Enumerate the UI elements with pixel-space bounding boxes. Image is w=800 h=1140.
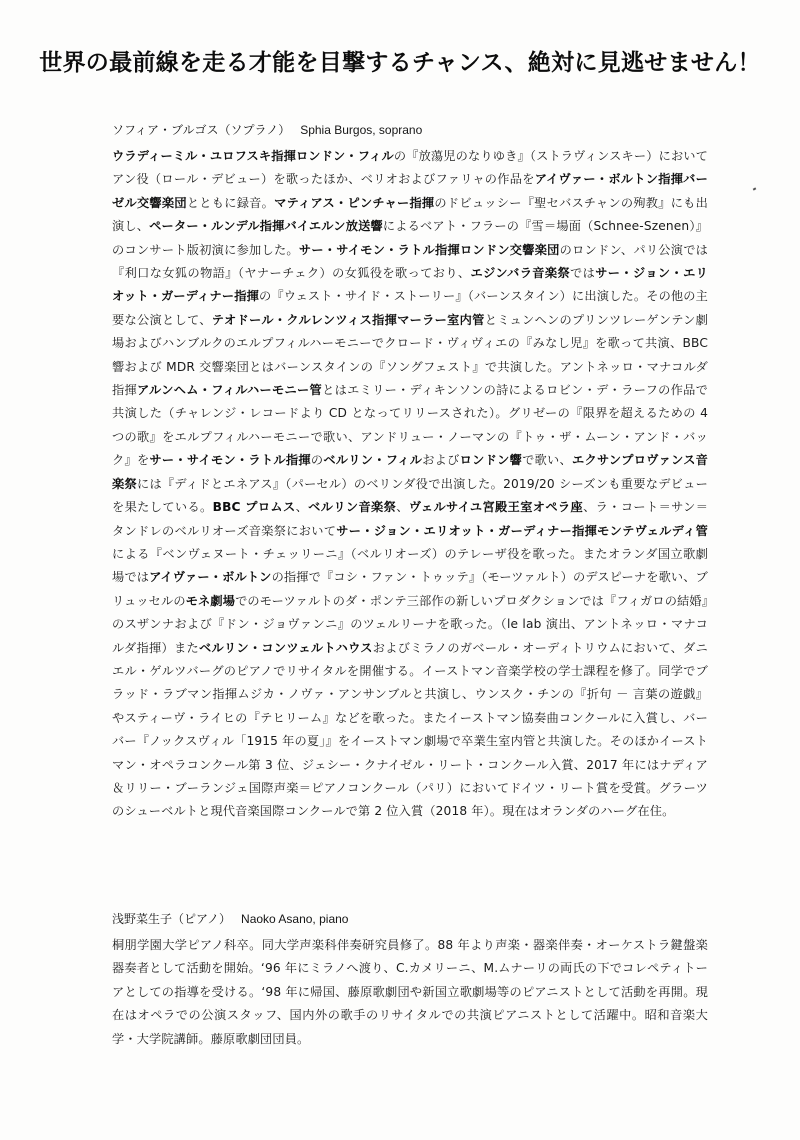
pianist-name-en: Naoko Asano, piano [241, 912, 349, 926]
text-run: には『ディドとエネアス』（パーセル）のベリンダ役で出演した。2019/20 シーズンも重要なデビューを果たしている。 [112, 476, 708, 515]
bold-run: エクサンプロヴァンス音楽祭 [112, 453, 709, 491]
bold-run: ベルリン・フィル [323, 453, 423, 468]
soprano-bio [112, 120, 708, 824]
text-run: のロンドン、パリ公演では『利口な女狐の物語』（ヤナーチェク）の女狐役を歌っており、 [112, 242, 708, 281]
bold-run: ベルリン音楽祭 [308, 500, 397, 515]
text-run: のドビュッシー『聖セバスチャンの殉教』にも出演し、 [112, 195, 708, 234]
pianist-name-ja: 浅野菜生子（ピアノ） [112, 912, 232, 926]
bold-run: アイヴァー・ボルトン指揮バーゼル交響楽団 [112, 172, 708, 210]
pianist-bio-text [112, 934, 708, 1051]
text-run: では [570, 266, 596, 281]
text-run: とはエミリー・ディキンソンの詩によるロビン・デ・ラーフの作品で共演した（チャレンジ・レコードより CD となってリリースされた）。グリゼーの『限界を超えるための 4 つの歌』をエルプフィルハーモニーで歌い、アンドリュー・ノーマンの『トゥ・ザ・ムーン・アンド・バック』を [112, 383, 708, 468]
text-run: の [310, 453, 324, 468]
bold-run: サー・ジョン・エリオット・ガーディナー指揮 [112, 266, 708, 304]
text-run: およびミラノのガベール・オーディトリウムにおいて、ダニエル・ゲルツバーグのピアノでリサイタルを開催する。イーストマン音楽学校の学士課程を修了。同学でブラッド・ラブマン指揮ムジカ・ノヴァ・アンサンブルと共演し、ウンスク・チンの『折句 － 言葉の遊戯』やスティーヴ・ライヒの『テヒリーム』などを歌った。またイーストマン協奏曲コンクールに入賞し、バーバー『ノックスヴィル「1915 年の夏」』をイーストマン劇場で卒業生室内管と共演した。そのほかイーストマン・オペラコンクール第 3 位、ジェシー・クナイゼル・リート・コンクール入賞、2017 年にはナディア＆リリー・ブーランジェ国際声楽＝ピアノコンクール（パリ）においてドイツ・リート賞を受賞。グラーツのシューベルトと現代音楽国際コンクールで第 2 位入賞（2018 年）。現在はオランダのハーグ在住。 [112, 640, 708, 819]
bold-run: ヴェルサイユ宮殿王室オペラ座 [408, 500, 584, 515]
bold-run: テオドール・クルレンツィス指揮マーラー室内管 [211, 312, 485, 327]
text-run: 、 [396, 500, 409, 515]
text-run: の指揮で『コシ・ファン・トゥッテ』（モーツァルト）のデスピーナを歌い、ブリュッセルの [112, 570, 709, 608]
text-run: 、ラ・コート＝サン＝タンドレのベルリオーズ音楽祭において [112, 500, 709, 538]
bold-run: ウラディーミル・ユロフスキ指揮ロンドン・フィル [112, 149, 394, 163]
text-run: でのモーツァルトのダ・ポンテ三部作の新しいプロダクションでは『フィガロの結婚』のスザンナおよび『ドン・ジョヴァンニ』のツェルリーナを歌った。（le lab 演出、アントネッロ・マナコルダ指揮）また [112, 593, 708, 655]
soprano-name-en: Sphia Burgos, soprano [300, 123, 423, 137]
bold-run: アルンヘム・フィルハーモニー管 [137, 383, 323, 398]
text-run: とミュンヘンのプリンツレーゲンテン劇場およびハンブルクのエルプフィルハーモニーでクロード・ヴィヴィエの『みなし児』を歌って共演、BBC 響および MDR 交響楽団とはバーンスタインの『ソングフェスト』で共演した。アントネッロ・マナコルダ指揮 [112, 312, 708, 398]
text-run: によるベアト・フラーの『雪＝場面（Schnee-Szenen）』のコンサート版初演に参加した。 [112, 219, 708, 257]
bold-run: ペーター・ルンデル指揮バイエルン放送響 [149, 219, 383, 234]
text-run: 桐朋学園大学ピアノ科卒。同大学声楽科伴奏研究員修了。88 年より声楽・器楽伴奏・オーケストラ鍵盤楽器奏者として活動を開始。‘96 年にミラノへ渡り、C.カメリーニ、M.ムナーリの両氏の下でコレペティトーアとしての指導を受ける。‘98 年に帰国、藤原歌劇団や新国立歌劇場等のピアニストとして活動を再開。現在はオペラでの公演スタッフ、国内外の歌手のリサイタルでの共演ピアニストとして活躍中。昭和音楽大学・大学院講師。藤原歌劇団団員。 [112, 938, 708, 1046]
soprano-bio-text [112, 145, 708, 824]
text-run: の『ウェスト・サイド・ストーリー』（バーンスタイン）に出演した。その他の主要な公演として、 [112, 289, 708, 327]
pianist-name [112, 909, 708, 930]
pianist-bio [112, 909, 708, 1051]
soprano-name [112, 120, 708, 141]
bold-run: BBC プロムス [212, 500, 296, 515]
text-run: 、 [295, 500, 309, 515]
bold-run: ベルリン・コンツェルトハウス [198, 640, 373, 655]
text-run: および [422, 453, 460, 468]
bold-run: アイヴァー・ボルトン [149, 570, 272, 585]
bold-run: サー・サイモン・ラトル指揮ロンドン交響楽団 [298, 242, 560, 257]
bold-run: マティアス・ピンチャー指揮 [274, 195, 435, 210]
bold-run: エジンバラ音楽祭 [470, 266, 571, 281]
bold-run: モネ劇場 [185, 593, 236, 608]
bold-run: サー・ジョン・エリオット・ガーディナー指揮モンテヴェルディ管 [336, 523, 709, 538]
soprano-name-ja: ソフィア・ブルゴス（ソプラノ） [112, 123, 291, 137]
text-run: の『放蕩児のなりゆき』（ストラヴィンスキー）においてアン役（ロール・デビュー）を歌ったほか、ベリオおよびファリャの作品を [112, 149, 709, 187]
text-run: による『ベンヴェヌート・チェッリーニ』（ベルリオーズ）のテレーザ役を歌った。またオランダ国立歌劇場では [112, 546, 708, 585]
bold-run: サー・サイモン・ラトル指揮 [149, 453, 311, 468]
text-run: とともに録音。 [186, 195, 275, 210]
bold-run: ロンドン響 [459, 453, 523, 468]
scan-speck [753, 187, 757, 190]
text-run: で歌い、 [522, 453, 572, 468]
headline: 世界の最前線を走る才能を目撃するチャンス、絶対に見逃せません！ [39, 50, 761, 76]
